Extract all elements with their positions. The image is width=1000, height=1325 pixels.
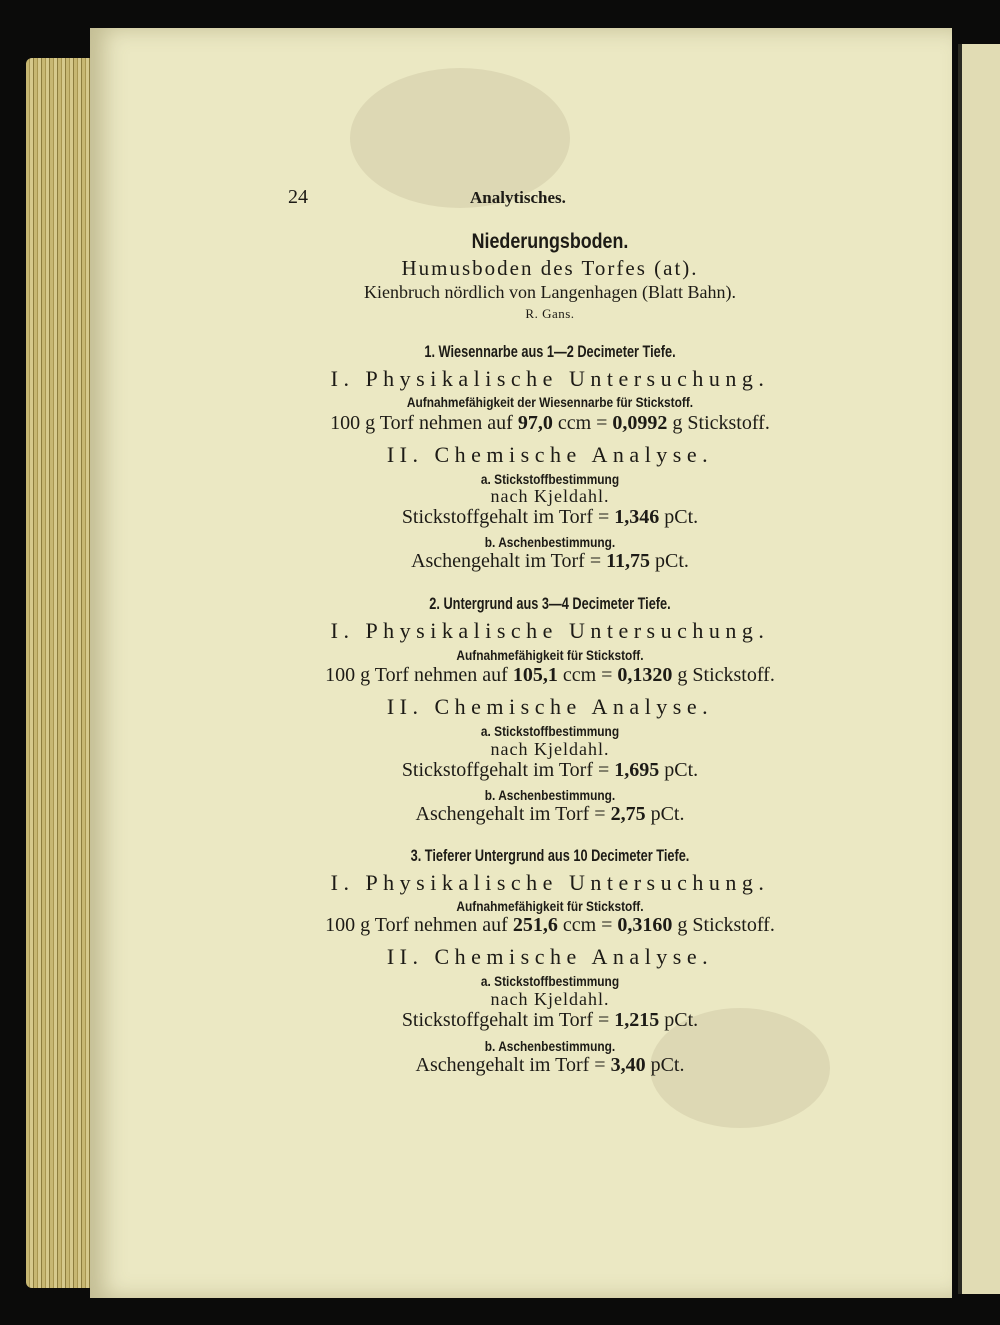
nitrogen-method: nach Kjeldahl. xyxy=(490,989,610,1009)
page-number: 24 xyxy=(288,186,308,208)
absorption-mid: ccm = xyxy=(562,914,613,936)
section-heading: 3. Tieferer Untergrund aus 10 Decimeter Tiefe. xyxy=(410,846,690,865)
book-page xyxy=(90,28,952,1298)
nitrogen-pre: Stickstoffgehalt im Torf = xyxy=(401,1009,610,1031)
location: Kienbruch nördlich von Langenhagen (Blatt Bahn). xyxy=(364,282,736,302)
ash-pre: Aschengehalt im Torf = xyxy=(415,1054,606,1076)
nitrogen-method: nach Kjeldahl. xyxy=(490,739,610,759)
chemical-heading: II. Chemische Analyse. xyxy=(386,944,714,969)
facing-page-edge xyxy=(958,44,1000,1294)
absorption-line xyxy=(290,914,810,937)
absorption-pre: 100 g Torf nehmen auf xyxy=(325,664,508,686)
absorption-g: 0,3160 xyxy=(617,914,673,936)
section-heading: 2. Untergrund aus 3—4 Decimeter Tiefe. xyxy=(429,594,671,613)
absorption-line xyxy=(290,664,810,687)
absorption-ccm: 97,0 xyxy=(517,412,553,434)
absorption-post: g Stickstoff. xyxy=(677,664,775,686)
ash-value: 11,75 xyxy=(606,550,651,572)
ash-line xyxy=(290,1054,810,1077)
physical-heading: I. Physikalische Untersuchung. xyxy=(330,870,770,895)
ash-label: b. Aschenbestimmung. xyxy=(484,787,616,803)
nitrogen-line xyxy=(290,506,810,529)
nitrogen-value: 1,346 xyxy=(614,506,660,528)
physical-heading: I. Physikalische Untersuchung. xyxy=(330,618,770,643)
nitrogen-line xyxy=(290,1009,810,1032)
nitrogen-value: 1,215 xyxy=(614,1009,660,1031)
ash-unit: pCt. xyxy=(650,803,685,825)
nitrogen-label: a. Stickstoffbestimmung xyxy=(480,973,620,989)
absorption-g: 0,1320 xyxy=(617,664,673,686)
ash-unit: pCt. xyxy=(655,550,689,572)
absorption-label: Aufnahmefähigkeit der Wiesennarbe für Stickstoff. xyxy=(406,394,694,410)
nitrogen-method: nach Kjeldahl. xyxy=(490,486,610,506)
page-title: Niederungsboden. xyxy=(471,230,629,253)
page-content xyxy=(90,28,952,1298)
absorption-label: Aufnahmefähigkeit für Stickstoff. xyxy=(456,898,644,914)
nitrogen-label: a. Stickstoffbestimmung xyxy=(480,723,620,739)
ash-label: b. Aschenbestimmung. xyxy=(484,534,616,550)
nitrogen-pre: Stickstoffgehalt im Torf = xyxy=(401,506,610,528)
ash-unit: pCt. xyxy=(650,1054,685,1076)
nitrogen-unit: pCt. xyxy=(664,759,699,781)
author: R. Gans. xyxy=(525,306,575,321)
ash-line xyxy=(290,550,810,573)
subtitle: Humusboden des Torfes (at). xyxy=(401,256,699,280)
ash-pre: Aschengehalt im Torf = xyxy=(415,803,606,825)
section-heading: 1. Wiesennarbe aus 1—2 Decimeter Tiefe. xyxy=(424,342,676,361)
nitrogen-unit: pCt. xyxy=(664,506,699,528)
ash-value: 2,75 xyxy=(610,803,646,825)
absorption-line xyxy=(290,412,810,435)
absorption-label: Aufnahmefähigkeit für Stickstoff. xyxy=(456,647,644,663)
absorption-post: g Stickstoff. xyxy=(672,412,770,434)
ash-line xyxy=(290,803,810,826)
running-head: Analytisches. xyxy=(470,188,566,207)
absorption-post: g Stickstoff. xyxy=(677,914,775,936)
absorption-mid: ccm = xyxy=(557,412,608,434)
nitrogen-label: a. Stickstoffbestimmung xyxy=(480,471,620,487)
nitrogen-line xyxy=(290,759,810,782)
chemical-heading: II. Chemische Analyse. xyxy=(386,442,714,467)
nitrogen-pre: Stickstoffgehalt im Torf = xyxy=(401,759,610,781)
absorption-g: 0,0992 xyxy=(612,412,668,434)
absorption-mid: ccm = xyxy=(562,664,613,686)
absorption-pre: 100 g Torf nehmen auf xyxy=(325,914,508,936)
ash-value: 3,40 xyxy=(610,1054,646,1076)
nitrogen-unit: pCt. xyxy=(664,1009,699,1031)
ash-pre: Aschengehalt im Torf = xyxy=(411,550,602,572)
physical-heading: I. Physikalische Untersuchung. xyxy=(330,366,770,391)
ash-label: b. Aschenbestimmung. xyxy=(484,1038,616,1054)
chemical-heading: II. Chemische Analyse. xyxy=(386,694,714,719)
absorption-ccm: 251,6 xyxy=(512,914,558,936)
nitrogen-value: 1,695 xyxy=(614,759,660,781)
absorption-pre: 100 g Torf nehmen auf xyxy=(330,412,513,434)
absorption-ccm: 105,1 xyxy=(512,664,558,686)
